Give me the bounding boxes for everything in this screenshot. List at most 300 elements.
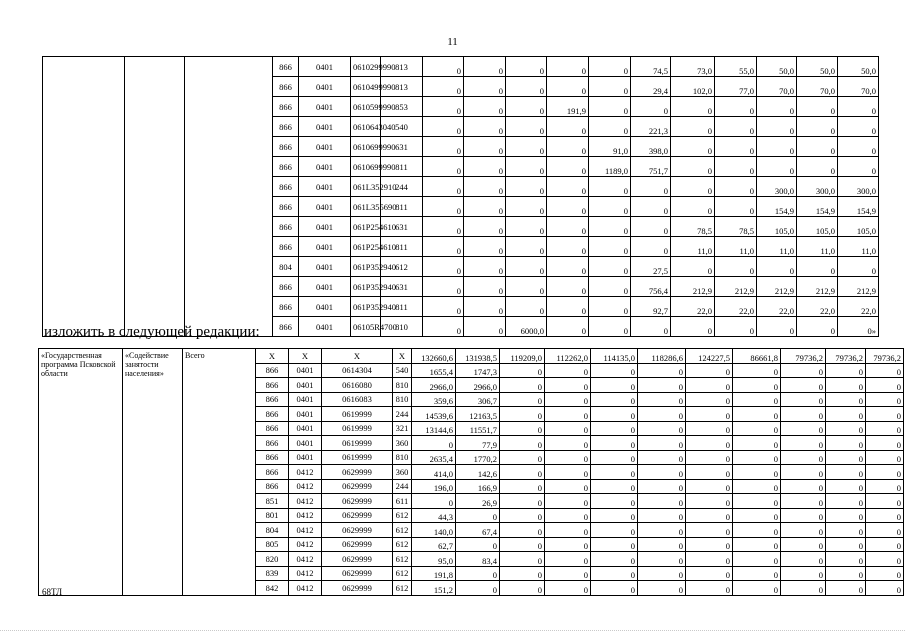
table-cell: 0 (866, 363, 904, 378)
table-cell: 061P352940 (351, 297, 381, 317)
table-cell: 6000,0 (506, 317, 547, 337)
edit-heading: изложить в следующей редакции: (44, 324, 260, 340)
table-cell: 801 (256, 508, 289, 523)
table-cell: 359,6 (412, 392, 456, 407)
table-cell: 0 (591, 552, 638, 567)
table-cell: 0 (423, 277, 464, 297)
table-cell: 14539,6 (412, 407, 456, 422)
table-cell: 50,0 (797, 57, 838, 77)
table-cell: 0 (715, 137, 757, 157)
table-cell: 0610699990 (351, 137, 381, 157)
table-cell: 0 (545, 494, 591, 509)
table-cell: 866 (273, 157, 299, 177)
table-cell: 0 (638, 378, 686, 393)
table-cell: 0 (589, 77, 631, 97)
table-cell: 0 (781, 363, 826, 378)
table-cell: 79736,2 (866, 349, 904, 364)
table-cell: 612 (381, 257, 423, 277)
table-cell: 0616083 (322, 392, 393, 407)
table-cell: 12163,5 (456, 407, 500, 422)
table-cell: 244 (381, 177, 423, 197)
table-cell: 0 (638, 508, 686, 523)
table-row (43, 57, 879, 77)
table-cell: 22,0 (797, 297, 838, 317)
new-table-body (39, 349, 904, 596)
table-cell: 0 (781, 552, 826, 567)
blank-cell-b (125, 57, 185, 337)
table-cell: 0 (638, 465, 686, 480)
table-cell: 78,5 (715, 217, 757, 237)
table-cell: 0 (506, 217, 547, 237)
table-cell: 0 (715, 177, 757, 197)
table-cell: 0 (547, 237, 589, 257)
table-cell: 142,6 (456, 465, 500, 480)
table-cell: 0 (826, 479, 866, 494)
table-cell: 77,0 (715, 77, 757, 97)
table-cell: 27,5 (631, 257, 671, 277)
table-cell: 0 (464, 277, 506, 297)
table-cell: 55,0 (715, 57, 757, 77)
table-cell: 0 (464, 117, 506, 137)
new-budget-table (38, 348, 904, 596)
table-cell: X (322, 349, 393, 364)
table-cell: 0 (781, 378, 826, 393)
table-cell: 191,9 (547, 97, 589, 117)
table-cell: 061P352940 (351, 257, 381, 277)
table-cell: 611 (393, 494, 412, 509)
table-cell: 0 (781, 566, 826, 581)
table-cell: 0610599990 (351, 97, 381, 117)
table-cell: 212,9 (757, 277, 797, 297)
table-cell: 061P254610 (351, 217, 381, 237)
table-cell: 0 (506, 277, 547, 297)
table-cell: 86661,8 (733, 349, 781, 364)
table-cell: 0 (826, 552, 866, 567)
table-cell: 866 (256, 392, 289, 407)
table-cell: 0 (591, 392, 638, 407)
table-cell: 0 (456, 508, 500, 523)
table-cell: 0 (500, 363, 545, 378)
table-cell: 0629999 (322, 552, 393, 567)
table-cell: 92,7 (631, 297, 671, 317)
table-cell: 300,0 (838, 177, 879, 197)
table-cell: 0 (866, 392, 904, 407)
table-cell: 0 (506, 157, 547, 177)
table-cell: 67,4 (456, 523, 500, 538)
table-cell: 140,0 (412, 523, 456, 538)
table-cell: 811 (381, 197, 423, 217)
table-cell: 2966,0 (456, 378, 500, 393)
table-cell: 810 (381, 317, 423, 337)
table-cell: 0610299990 (351, 57, 381, 77)
table-cell: 0 (671, 177, 715, 197)
table-cell: 77,9 (456, 436, 500, 451)
table-cell: 50,0 (757, 57, 797, 77)
table-cell: 0 (866, 552, 904, 567)
table-cell: 866 (256, 436, 289, 451)
table-cell: 132660,6 (412, 349, 456, 364)
table-cell: 26,9 (456, 494, 500, 509)
table-cell: 0 (781, 508, 826, 523)
table-cell: 0 (464, 257, 506, 277)
table-cell: 79736,2 (826, 349, 866, 364)
page-number: 11 (447, 36, 458, 48)
table-cell: 102,0 (671, 77, 715, 97)
table-cell: 70,0 (757, 77, 797, 97)
table-cell: 0 (506, 237, 547, 257)
table-cell: 0401 (289, 421, 322, 436)
table-cell: 0 (733, 566, 781, 581)
table-cell: 0 (797, 257, 838, 277)
table-cell: 0 (547, 277, 589, 297)
table-cell: 0412 (289, 537, 322, 552)
table-cell: 853 (381, 97, 423, 117)
table-cell: 631 (381, 137, 423, 157)
table-cell: 0 (464, 317, 506, 337)
table-cell: 0 (545, 552, 591, 567)
table-cell: 0 (638, 537, 686, 552)
table-cell: 118286,6 (638, 349, 686, 364)
table-cell: 0 (797, 317, 838, 337)
table-cell: 2635,4 (412, 450, 456, 465)
table-cell: 0 (423, 137, 464, 157)
table-cell: 0 (545, 378, 591, 393)
table-cell: 0 (423, 257, 464, 277)
table-cell: 0 (547, 157, 589, 177)
table-cell: 813 (381, 57, 423, 77)
table-cell: 0629999 (322, 479, 393, 494)
table-cell: 398,0 (631, 137, 671, 157)
table-cell: 0 (545, 508, 591, 523)
table-cell: 0 (838, 97, 879, 117)
table-cell: 0 (866, 407, 904, 422)
table-cell: 2966,0 (412, 378, 456, 393)
table-cell: 866 (256, 407, 289, 422)
table-cell: 212,9 (671, 277, 715, 297)
table-cell: 0 (838, 137, 879, 157)
table-cell: 866 (256, 363, 289, 378)
table-cell: 0 (686, 421, 733, 436)
table-cell: 0 (591, 407, 638, 422)
table-cell: 0 (506, 97, 547, 117)
table-cell: 0 (826, 508, 866, 523)
table-cell: 0 (506, 117, 547, 137)
table-cell: 0 (423, 77, 464, 97)
table-row (39, 349, 904, 364)
table-cell: 0 (423, 97, 464, 117)
table-cell: 0 (686, 479, 733, 494)
table-cell: 0 (545, 523, 591, 538)
table-cell: 154,9 (797, 197, 838, 217)
table-cell: 70,0 (797, 77, 838, 97)
table-cell: 0401 (289, 363, 322, 378)
table-cell: 0 (715, 157, 757, 177)
table-cell: 1747,3 (456, 363, 500, 378)
table-cell: 0 (464, 197, 506, 217)
table-cell: 751,7 (631, 157, 671, 177)
table-cell: 0 (866, 421, 904, 436)
table-cell: 0 (638, 450, 686, 465)
table-cell: 0 (781, 465, 826, 480)
table-cell: 612 (393, 581, 412, 596)
table-cell: 0 (686, 392, 733, 407)
table-cell: 0 (781, 523, 826, 538)
table-cell: 0 (589, 177, 631, 197)
table-cell: 0412 (289, 494, 322, 509)
table-cell: 0 (686, 494, 733, 509)
table-cell: 0 (638, 566, 686, 581)
table-cell: 0 (638, 421, 686, 436)
table-cell: 0 (547, 197, 589, 217)
table-cell: 0 (589, 297, 631, 317)
table-cell: 061P254610 (351, 237, 381, 257)
table-cell: 0 (826, 378, 866, 393)
table-cell: 820 (256, 552, 289, 567)
table-cell: 0 (631, 317, 671, 337)
table-cell: 0 (500, 479, 545, 494)
table-cell: 810 (393, 450, 412, 465)
table-cell: 0 (733, 421, 781, 436)
table-cell: 0 (456, 581, 500, 596)
table-cell: 0» (838, 317, 879, 337)
table-cell: 0 (545, 436, 591, 451)
table-cell: 866 (273, 77, 299, 97)
table-cell: 0 (506, 297, 547, 317)
table-cell: 631 (381, 217, 423, 237)
table-cell: 83,4 (456, 552, 500, 567)
table-cell: 540 (381, 117, 423, 137)
table-cell: 0 (591, 508, 638, 523)
table-cell: 212,9 (715, 277, 757, 297)
table-cell: 0 (757, 157, 797, 177)
table-cell: 0412 (289, 552, 322, 567)
table-cell: 0 (547, 317, 589, 337)
table-cell: 0619999 (322, 407, 393, 422)
table-cell: 0 (797, 137, 838, 157)
table-cell: 0610643040 (351, 117, 381, 137)
table-cell: 0 (589, 197, 631, 217)
table-cell: 0 (547, 177, 589, 197)
table-cell: 112262,0 (545, 349, 591, 364)
table-cell: 0401 (289, 407, 322, 422)
table-cell: 0 (464, 97, 506, 117)
table-cell: 0 (464, 177, 506, 197)
table-cell: 866 (273, 277, 299, 297)
table-cell: 0 (412, 436, 456, 451)
table-cell: 866 (273, 237, 299, 257)
table-cell: 0 (733, 363, 781, 378)
table-cell: 0 (591, 479, 638, 494)
table-cell: 0401 (299, 197, 351, 217)
table-cell: 0 (500, 436, 545, 451)
table-cell: 62,7 (412, 537, 456, 552)
table-cell: 0412 (289, 581, 322, 596)
table-cell: 105,0 (797, 217, 838, 237)
table-cell: 0 (423, 217, 464, 237)
table-cell: 0 (733, 494, 781, 509)
table-cell: 0 (547, 217, 589, 237)
table-cell: 78,5 (671, 217, 715, 237)
blank-cell-a (43, 57, 125, 337)
table-cell: 0 (464, 217, 506, 237)
table-cell: 0401 (299, 57, 351, 77)
table-cell: 06105R4700 (351, 317, 381, 337)
table-cell: 22,0 (838, 297, 879, 317)
total-label: Всего (183, 349, 256, 596)
table-cell: 0 (781, 421, 826, 436)
table-cell: 0 (866, 523, 904, 538)
table-cell: 0 (589, 117, 631, 137)
table-cell: 0 (826, 465, 866, 480)
table-cell: 0 (826, 436, 866, 451)
table-cell: 0 (423, 157, 464, 177)
table-cell: 612 (393, 508, 412, 523)
table-cell: 0 (733, 552, 781, 567)
table-cell: 0 (715, 317, 757, 337)
table-cell: 811 (381, 157, 423, 177)
table-cell: 0 (631, 237, 671, 257)
table-cell: 0 (545, 450, 591, 465)
table-cell: 0401 (289, 436, 322, 451)
table-cell: 0 (591, 363, 638, 378)
table-cell: 0 (671, 157, 715, 177)
table-cell: 0 (464, 237, 506, 257)
table-cell: 0629999 (322, 581, 393, 596)
table-cell: 0 (733, 508, 781, 523)
table-cell: 0629999 (322, 465, 393, 480)
table-cell: 11,0 (797, 237, 838, 257)
table-cell: 0 (671, 97, 715, 117)
table-cell: 0 (423, 317, 464, 337)
table-cell: 0 (781, 407, 826, 422)
table-cell: 0 (781, 537, 826, 552)
table-cell: 866 (273, 217, 299, 237)
table-cell: 0 (781, 392, 826, 407)
table-cell: 0 (589, 257, 631, 277)
table-cell: 0 (671, 137, 715, 157)
table-cell: 0 (456, 566, 500, 581)
table-cell: 114135,0 (591, 349, 638, 364)
table-cell: 0401 (299, 257, 351, 277)
table-cell: 0 (547, 57, 589, 77)
table-cell: 0 (638, 479, 686, 494)
blank-cell-c (185, 57, 273, 337)
table-cell: 0616080 (322, 378, 393, 393)
table-cell: 0401 (299, 137, 351, 157)
table-cell: 0 (781, 479, 826, 494)
table-cell: 0 (545, 407, 591, 422)
table-cell: 22,0 (671, 297, 715, 317)
table-cell: 1770,2 (456, 450, 500, 465)
table-cell: 79736,2 (781, 349, 826, 364)
table-cell: 0 (826, 537, 866, 552)
table-cell: 0 (545, 537, 591, 552)
table-cell: 11,0 (671, 237, 715, 257)
table-cell: 0 (547, 257, 589, 277)
table-cell: 166,9 (456, 479, 500, 494)
table-cell: 0 (464, 57, 506, 77)
table-cell: 0 (589, 277, 631, 297)
table-cell: 212,9 (838, 277, 879, 297)
table-cell: 0 (631, 97, 671, 117)
table-cell: 0 (826, 494, 866, 509)
table-cell: 0 (545, 479, 591, 494)
table-cell: 0 (797, 117, 838, 137)
table-cell: 0 (866, 479, 904, 494)
table-cell: 0 (733, 581, 781, 596)
table-cell: 0 (631, 197, 671, 217)
table-cell: 631 (381, 277, 423, 297)
table-cell: 0 (506, 197, 547, 217)
table-cell: 0401 (299, 277, 351, 297)
table-cell: 0412 (289, 479, 322, 494)
table-cell: 0 (781, 436, 826, 451)
table-cell: 221,3 (631, 117, 671, 137)
table-cell: 0 (591, 581, 638, 596)
table-cell: 0 (638, 407, 686, 422)
table-cell: 0 (506, 57, 547, 77)
table-cell: 0 (591, 494, 638, 509)
table-cell: 866 (273, 197, 299, 217)
table-cell: 0629999 (322, 508, 393, 523)
table-cell: 0 (826, 450, 866, 465)
table-cell: 0 (547, 117, 589, 137)
program-name: «Государственная программа Псковской области (39, 349, 123, 596)
table-cell: 0 (591, 465, 638, 480)
table-cell: 0 (589, 217, 631, 237)
table-cell: 0 (866, 436, 904, 451)
table-cell: 866 (256, 465, 289, 480)
table-cell: X (256, 349, 289, 364)
table-cell: 0401 (299, 97, 351, 117)
table-cell: 0 (686, 537, 733, 552)
table-cell: 0401 (299, 297, 351, 317)
table-cell: 061P352940 (351, 277, 381, 297)
table-cell: 0 (826, 566, 866, 581)
table-cell: 0 (733, 465, 781, 480)
table-cell: 0 (500, 537, 545, 552)
table-cell: 11,0 (757, 237, 797, 257)
table-cell: 0629999 (322, 523, 393, 538)
table-cell: 154,9 (838, 197, 879, 217)
table-cell: 0 (638, 436, 686, 451)
table-cell: 0 (826, 363, 866, 378)
table-cell: 0 (589, 237, 631, 257)
table-cell: 866 (256, 450, 289, 465)
table-cell: 0 (547, 77, 589, 97)
table-cell: 0 (500, 407, 545, 422)
table-cell: 0 (866, 508, 904, 523)
table-cell: 0412 (289, 465, 322, 480)
table-cell: 0610499990 (351, 77, 381, 97)
table-cell: 151,2 (412, 581, 456, 596)
table-cell: 0 (757, 97, 797, 117)
table-cell: 1189,0 (589, 157, 631, 177)
table-cell: 0 (638, 494, 686, 509)
table-cell: 0 (686, 450, 733, 465)
table-cell: 0 (547, 297, 589, 317)
table-cell: 1655,4 (412, 363, 456, 378)
table-cell: 0401 (299, 177, 351, 197)
table-cell: 0 (686, 566, 733, 581)
table-cell: 44,3 (412, 508, 456, 523)
table-cell: 0 (838, 157, 879, 177)
table-cell: 866 (273, 137, 299, 157)
table-cell: 0 (757, 317, 797, 337)
table-cell: 360 (393, 436, 412, 451)
table-cell: 0401 (289, 450, 322, 465)
table-cell: 756,4 (631, 277, 671, 297)
